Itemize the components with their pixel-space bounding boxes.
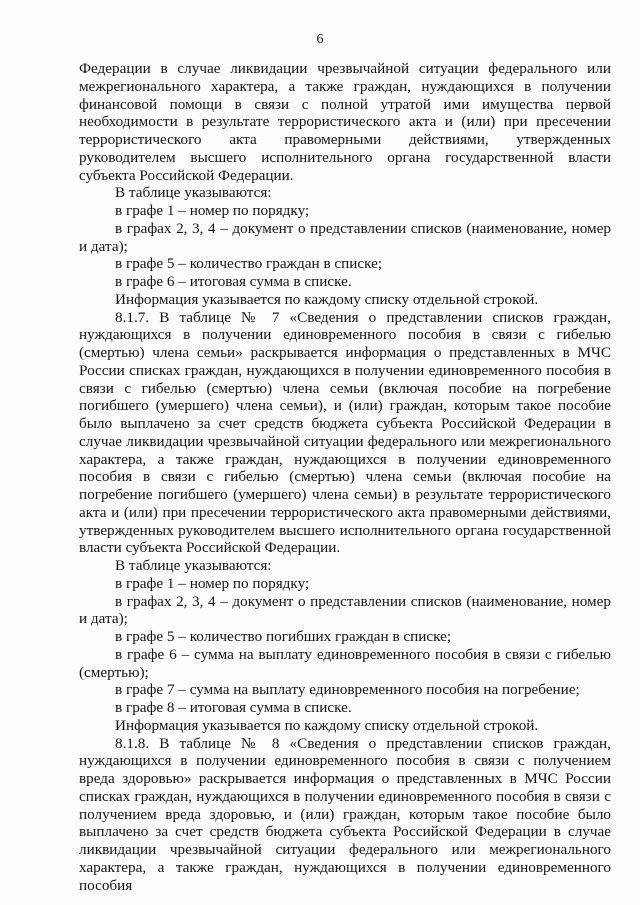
paragraph-list-item: в графе 1 – номер по порядку; <box>115 202 310 219</box>
document-body <box>79 60 611 894</box>
paragraph-list-item: в графе 7 – сумма на выплату единовременного пособия на погребение; <box>115 681 580 699</box>
page-number: 6 <box>316 32 324 47</box>
paragraph-list-item: в графах 2, 3, 4 – документ о представлении списков (наименование, номер и дата); <box>79 592 611 628</box>
paragraph-list-item: в графе 5 – количество погибших граждан в списке; <box>115 628 452 645</box>
paragraph-list-item: в графе 6 – сумма на выплату единовременного пособия в связи с гибелью (смертью); <box>79 645 611 681</box>
paragraph-section-8-1-8: 8.1.8. В таблице № 8 «Сведения о представлении списков граждан, нуждающихся в получении единовременного пособия в связи с получением вреда здоровью» раскрывается информация о представленных в МЧС России списках граждан, нуждающихся в получении единовременного пособия в связи с получением вреда здоровью, и (или) граждан, которым такое пособие было выплачено за счет средств бюджета субъекта Российской Федерации в случае ликвидации чрезвычайной ситуации федерального или межрегионального характера, а также граждан, нуждающихся в получении единовременного пособия <box>79 734 611 894</box>
paragraph-list-item: в графе 5 – количество граждан в списке; <box>115 255 383 273</box>
paragraph-continuation: Федерации в случае ликвидации чрезвычайной ситуации федерального или межрегионального характера, а также граждан, нуждающихся в получении финансовой помощи в связи с полной утратой ими имущества первой необходимости в результате террористического акта и (или) при пресечении террористического акта правомерными действиями, утвержденных руководителем высшего исполнительного органа государственной власти субъекта Российской Федерации. <box>79 60 611 184</box>
paragraph-note: Информация указывается по каждому списку отдельной строкой. <box>115 716 539 734</box>
paragraph-list-item: в графе 1 – номер по порядку; <box>115 574 310 592</box>
paragraph-list-item: в графах 2, 3, 4 – документ о представлении списков (наименование, номер и дата); <box>79 219 611 255</box>
paragraph-section-8-1-7: 8.1.7. В таблице № 7 «Сведения о представлении списков граждан, нуждающихся в получении единовременного пособия в связи с гибелью (смертью) члена семьи» раскрывается информация о представленных в МЧС России списках граждан, нуждающихся в получении единовременного пособия в связи с гибелью (смертью) члена семьи (включая пособие на погребение погибшего (умершего) члена семьи), и (или) граждан, которым такое пособие было выплачено за счет средств бюджета субъекта Российской Федерации в случае ликвидации чрезвычайной ситуации федерального или межрегионального характера, а также граждан, нуждающихся в получении единовременного пособия в связи с гибелью (смертью) члена семьи (включая пособие на погребение погибшего (умершего) члена семьи) в результате террористического акта и (или) при пресечении террористического акта правомерными действиями, утвержденных руководителем высшего исполнительного органа государственной власти субъекта Российской Федерации. <box>79 308 611 557</box>
paragraph-table-intro: В таблице указываются: <box>115 184 272 202</box>
paragraph-table-intro: В таблице указываются: <box>115 557 272 574</box>
paragraph-list-item: в графе 8 – итоговая сумма в списке. <box>115 699 352 716</box>
paragraph-list-item: в графе 6 – итоговая сумма в списке. <box>115 273 352 290</box>
paragraph-note: Информация указывается по каждому списку отдельной строкой. <box>115 290 539 308</box>
